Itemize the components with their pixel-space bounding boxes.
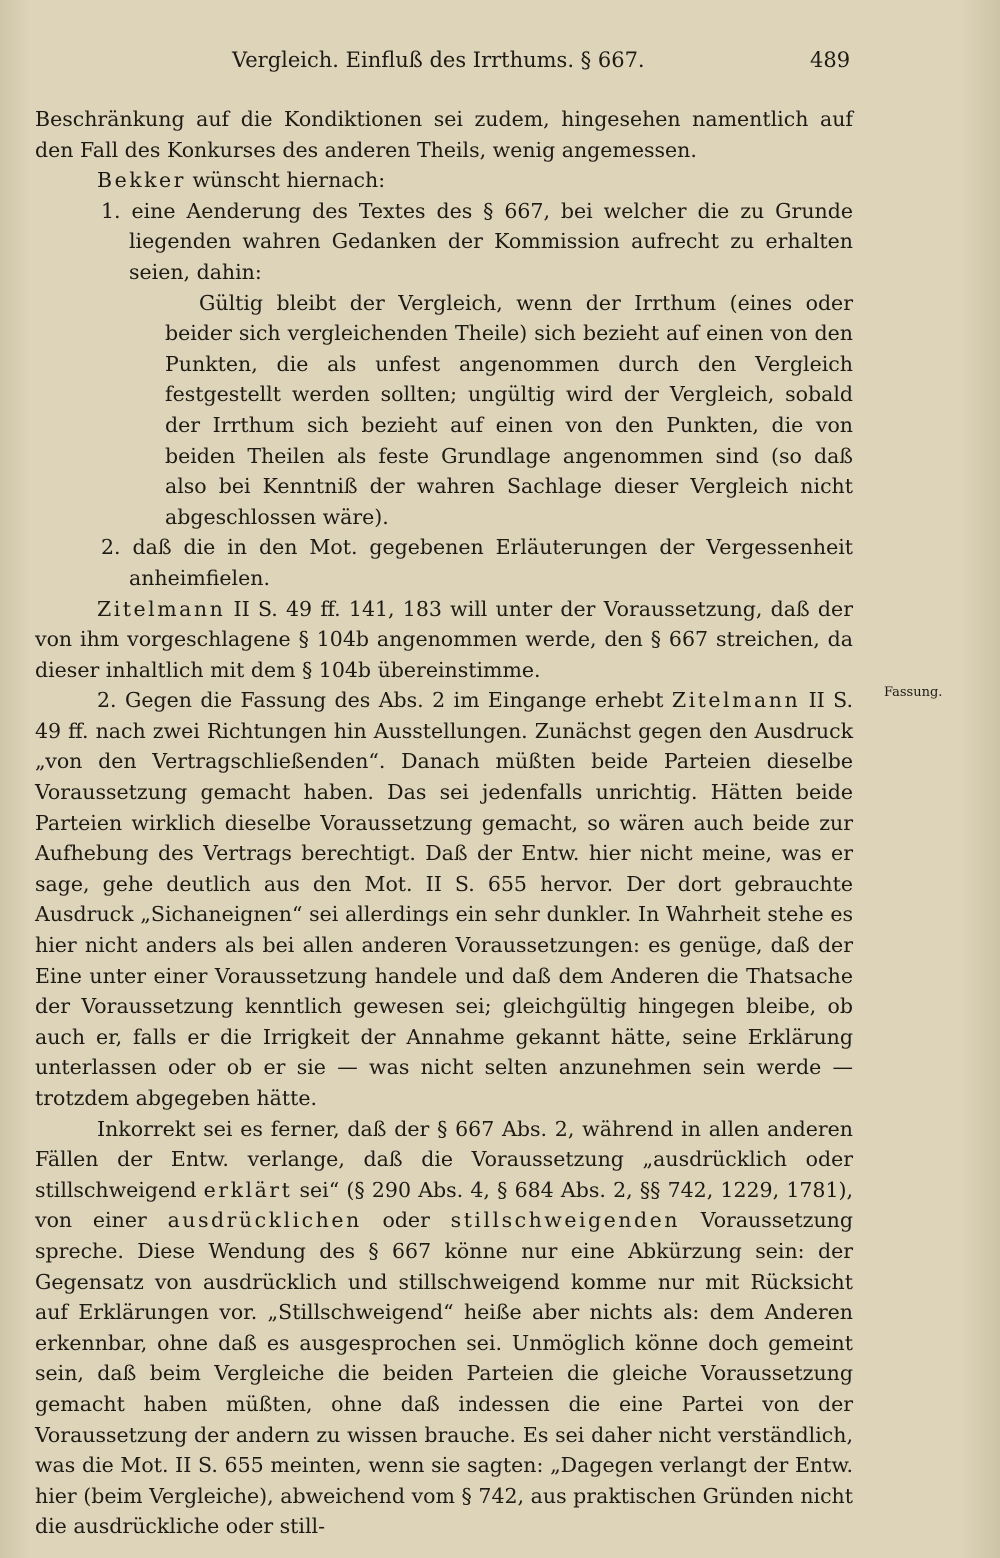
emphasis-erklaert: erklärt <box>203 1177 293 1202</box>
paragraph-fassung-lead: 2. Gegen die Fassung des Abs. 2 im Eingange erhebt <box>97 688 672 713</box>
paragraph-bekker-text: wünscht hiernach: <box>185 168 386 193</box>
running-header <box>232 44 850 76</box>
running-title: Vergleich. Einfluß des Irrthums. § 667. <box>232 48 645 72</box>
author-name-bekker: Bekker <box>97 168 186 193</box>
author-name-zitelmann: Zitelmann <box>97 596 226 621</box>
paragraph-zitelmann-text: II S. 49 ff. 141, 183 will unter der Voraussetzung, daß der von ihm vorgeschlagene § 104b angenommen werde, den § 667 streichen, da dieser inhaltlich mit dem § 104b übereinstimme. <box>35 596 853 682</box>
paragraph-continuation: Beschränkung auf die Kondiktionen sei zudem, hingesehen namentlich auf den Fall des Konkurses des anderen Theils, wenig angemessen. <box>35 107 853 162</box>
proposed-wording-quote: Gültig bleibt der Vergleich, wenn der Irrthum (eines oder beider sich vergleichenden Theile) sich bezieht auf einen von den Punkten, die als unfest angenommen durch den Vergleich festgestellt werden sollten; ungültig wird der Vergleich, sobald der Irrthum sich bezieht auf einen von den Punkten, die von beiden Theilen als feste Grundlage angenommen sind (so daß also bei Kenntniß der wahren Sachlage dieser Vergleich nicht abgeschlossen wäre). <box>165 290 853 529</box>
paragraph-inkorrekt-part-a: Inkorrekt sei es ferner, daß der § 667 Abs. 2, während in allen anderen Fällen der Entw. verlange, daß die Voraussetzung „ausdrücklich oder stillschweigend <box>35 1116 853 1202</box>
paragraph-inkorrekt-part-b: sei“ (§ 290 Abs. 4, § 684 Abs. 2, §§ 742, 1229, 1781), von einer <box>35 1177 853 1233</box>
margin-note: Fassung. <box>884 685 943 700</box>
paragraph-fassung-text: II S. 49 ff. nach zwei Richtungen hin Ausstellungen. Zunächst gegen den Ausdruck „von den Vertragschließenden“. Danach müßten beide Parteien dieselbe Voraussetzung gemacht haben. Das sei jedenfalls unrichtig. Hätten beide Parteien wirklich dieselbe Voraussetzung gemacht, so wären auch beide zur Aufhebung des Vertrags berechtigt. Daß der Entw. hier nicht meine, was er sage, gehe deutlich aus den Mot. II S. 655 hervor. Der dort gebrauchte Ausdruck „Sichaneignen“ sei allerdings ein sehr dunkler. In Wahrheit stehe es hier nicht anders als bei allen anderen Voraussetzungen: es genüge, daß der Eine unter einer Voraussetzung handele und daß dem Anderen die Thatsache der Voraussetzung kenntlich gewesen sei; gleichgültig hingegen bleibe, ob auch er, falls er die Irrigkeit der Annahme gekannt hätte, seine Erklärung unterlassen oder ob er sie — was nicht selten anzunehmen sein werde — trotzdem abgegeben hätte. <box>35 688 853 1110</box>
author-name-zitelmann-2: Zitelmann <box>671 688 801 713</box>
paragraph-fassung <box>35 685 853 1113</box>
list-item-2: 2. daß die in den Mot. gegebenen Erläuterungen der Vergessenheit anheimfielen. <box>101 535 853 590</box>
list-item-1: 1. eine Aenderung des Textes des § 667, bei welcher die zu Grunde liegenden wahren Gedanken der Kommission aufrecht zu erhalten seien, dahin: <box>101 198 853 284</box>
paragraph-bekker <box>35 165 853 196</box>
emphasis-stillschweigenden: stillschweigenden <box>450 1208 680 1233</box>
paragraph-zitelmann <box>35 594 853 686</box>
page-number: 489 <box>810 48 851 72</box>
paragraph-inkorrekt-part-c: oder <box>361 1208 451 1233</box>
body-text <box>35 104 853 1542</box>
paragraph-inkorrekt <box>35 1114 853 1542</box>
paragraph-inkorrekt-part-d: Voraussetzung spreche. Diese Wendung des § 667 könne nur eine Abkürzung sein: der Gegensatz von ausdrücklich und stillschweigend komme nur mit Rücksicht auf Erklärungen vor. „Stillschweigend“ heiße aber nichts als: dem Anderen erkennbar, ohne daß es ausgesprochen sei. Unmöglich könne doch gemeint sein, daß beim Vergleiche die beiden Parteien die gleiche Voraussetzung gemacht haben müßten, ohne daß indessen die eine Partei von der Voraussetzung der andern zu wissen brauche. Es sei daher nicht verständlich, was die Mot. II S. 655 meinten, wenn sie sagten: „Dagegen verlangt der Entw. hier (beim Vergleiche), abweichend vom § 742, aus praktischen Gründen nicht die ausdrückliche oder still- <box>35 1208 853 1539</box>
emphasis-ausdruecklichen: ausdrücklichen <box>167 1208 362 1233</box>
